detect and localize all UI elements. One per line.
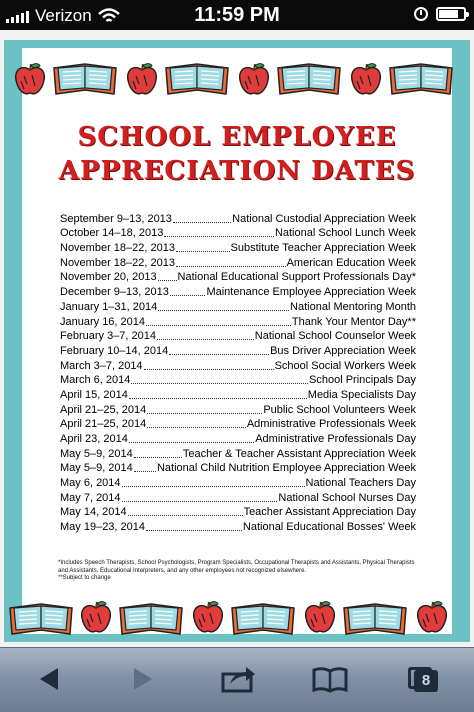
entry-name: National Teachers Day <box>305 477 416 490</box>
apple-icon <box>124 62 160 98</box>
list-item <box>60 329 416 344</box>
apple-icon <box>190 600 226 636</box>
battery-level <box>439 10 458 18</box>
entry-name: School Principals Day <box>309 374 416 387</box>
entry-name: National Educational Support Professionals Day* <box>177 271 416 284</box>
dot-leader <box>170 295 206 296</box>
open-book-icon <box>164 60 230 98</box>
entry-date: March 6, 2014 <box>60 374 131 387</box>
entry-name: Administrative Professionals Day <box>255 433 416 445</box>
dot-leader <box>129 442 254 443</box>
dot-leader <box>128 515 243 516</box>
list-item <box>60 240 416 255</box>
entry-date: November 20, 2013 <box>60 271 157 284</box>
entry-name: National Educational Bosses' Week <box>242 521 416 534</box>
entry-date: September 9–13, 2013 <box>60 212 172 225</box>
entry-date: May 5–9, 2014 <box>60 462 133 475</box>
web-content[interactable] <box>0 30 474 647</box>
open-book-icon <box>388 60 454 98</box>
list-item <box>60 270 416 285</box>
dot-leader <box>122 486 305 487</box>
entry-date: December 9–13, 2013 <box>60 286 169 299</box>
entry-name: National Custodial Appreciation Week <box>232 212 416 225</box>
entry-date: April 21–25, 2014 <box>60 418 147 431</box>
dot-leader <box>173 222 231 223</box>
entry-name: Teacher Assistant Appreciation Day <box>243 506 416 519</box>
entry-date: May 14, 2014 <box>60 506 127 519</box>
list-item <box>60 299 416 314</box>
entry-date: February 10–14, 2014 <box>60 344 169 357</box>
dot-leader <box>147 427 246 428</box>
dot-leader <box>144 369 274 370</box>
list-item <box>60 284 416 299</box>
entry-name: Administrative Professionals Week <box>246 418 416 431</box>
poster <box>22 48 452 634</box>
entry-date: November 18–22, 2013 <box>60 242 175 255</box>
entry-date: May 6, 2014 <box>60 477 121 490</box>
list-item <box>60 505 416 520</box>
list-item <box>60 314 416 329</box>
entry-name: National School Nurses Day <box>278 491 416 504</box>
alarm-clock-icon <box>414 7 428 21</box>
list-item <box>60 255 416 270</box>
entry-name: Substitute Teacher Appreciation Week <box>230 242 416 255</box>
list-item <box>60 475 416 490</box>
dot-leader <box>157 339 254 340</box>
share-button[interactable] <box>218 664 258 694</box>
carrier-name: Verizon <box>35 6 92 25</box>
list-item <box>60 358 416 373</box>
entry-date: January 1–31, 2014 <box>60 300 158 313</box>
open-book-icon <box>230 600 296 638</box>
open-book-icon <box>118 600 184 638</box>
open-book-icon <box>276 60 342 98</box>
entry-name: National School Lunch Week <box>274 227 416 240</box>
entry-name: National School Counselor Week <box>254 330 416 343</box>
entry-date: May 19–23, 2014 <box>60 521 146 534</box>
entry-date: April 23, 2014 <box>60 433 128 445</box>
list-item <box>60 446 416 461</box>
entry-name: School Social Workers Week <box>274 359 416 372</box>
tabs-count: 8 <box>414 670 438 692</box>
entry-date: November 18–22, 2013 <box>60 256 175 269</box>
entry-name: Maintenance Employee Appreciation Week <box>206 286 416 299</box>
dot-leader <box>147 413 262 414</box>
entry-date: May 7, 2014 <box>60 491 121 504</box>
back-button[interactable] <box>30 664 70 694</box>
status-right <box>414 7 466 21</box>
entry-date: March 3–7, 2014 <box>60 359 143 372</box>
entry-name: Thank Your Mentor Day** <box>291 315 416 328</box>
entry-name: American Education Week <box>286 256 416 269</box>
dot-leader <box>176 251 230 252</box>
list-item <box>60 519 416 534</box>
footnote-includes: *Includes Speech Therapists, School Psychologists, Program Specialists, Occupational Therapists and Assistants, Physical Therapists and Assistants, Educational Interpreters, and any other employees not recognized elsewhere. <box>58 560 415 574</box>
list-item <box>60 490 416 505</box>
entry-name: Bus Driver Appreciation Week <box>270 344 416 357</box>
tabs-button[interactable] <box>404 664 444 694</box>
entry-date: April 15, 2014 <box>60 388 128 401</box>
clock: 11:59 PM <box>194 4 280 26</box>
entry-date: January 16, 2014 <box>60 315 146 328</box>
dot-leader <box>134 471 156 472</box>
list-item <box>60 387 416 402</box>
status-bar <box>0 0 474 30</box>
dot-leader <box>131 383 308 384</box>
battery-icon <box>436 7 466 21</box>
appreciation-dates-list <box>60 211 416 534</box>
list-item <box>60 211 416 226</box>
entry-name: Teacher & Teacher Assistant Appreciation Week <box>182 447 416 460</box>
apple-icon <box>348 62 384 98</box>
apple-icon <box>12 62 48 98</box>
entry-name: Public School Volunteers Week <box>263 403 416 416</box>
dot-leader <box>146 530 242 531</box>
dot-leader <box>169 354 269 355</box>
apple-icon <box>236 62 272 98</box>
browser-toolbar <box>0 647 474 712</box>
dot-leader <box>158 310 289 311</box>
open-book-icon <box>342 600 408 638</box>
entry-name: National Mentoring Month <box>290 300 416 313</box>
apple-icon <box>78 600 114 636</box>
poster-title-line1: SCHOOL EMPLOYEE <box>77 122 397 152</box>
list-item <box>60 402 416 417</box>
footnotes <box>58 560 420 583</box>
dot-leader <box>158 280 177 281</box>
entry-name: National Child Nutrition Employee Appreciation Week <box>156 462 416 475</box>
dot-leader <box>164 236 274 237</box>
open-book-icon <box>52 60 118 98</box>
forward-button[interactable] <box>122 664 162 694</box>
bookmarks-button[interactable] <box>310 664 350 694</box>
entry-date: February 3–7, 2014 <box>60 330 157 343</box>
list-item <box>60 343 416 358</box>
poster-title-line2: APPRECIATION DATES <box>58 156 416 186</box>
list-item <box>60 226 416 241</box>
dot-leader <box>129 398 307 399</box>
entry-date: May 5–9, 2014 <box>60 447 133 460</box>
list-item <box>60 373 416 388</box>
dot-leader <box>134 457 182 458</box>
entry-date: April 21–25, 2014 <box>60 403 147 416</box>
dot-leader <box>176 266 286 267</box>
dot-leader <box>122 501 278 502</box>
list-item <box>60 431 416 446</box>
entry-name: Media Specialists Day <box>307 388 416 401</box>
apple-icon <box>302 600 338 636</box>
apple-icon <box>414 600 450 636</box>
footnote-subject-to-change: **Subject to change <box>58 575 111 581</box>
poster-frame <box>4 40 470 642</box>
list-item <box>60 461 416 476</box>
dot-leader <box>146 325 291 326</box>
entry-date: October 14–18, 2013 <box>60 227 164 240</box>
open-book-icon <box>8 600 74 638</box>
list-item <box>60 417 416 432</box>
